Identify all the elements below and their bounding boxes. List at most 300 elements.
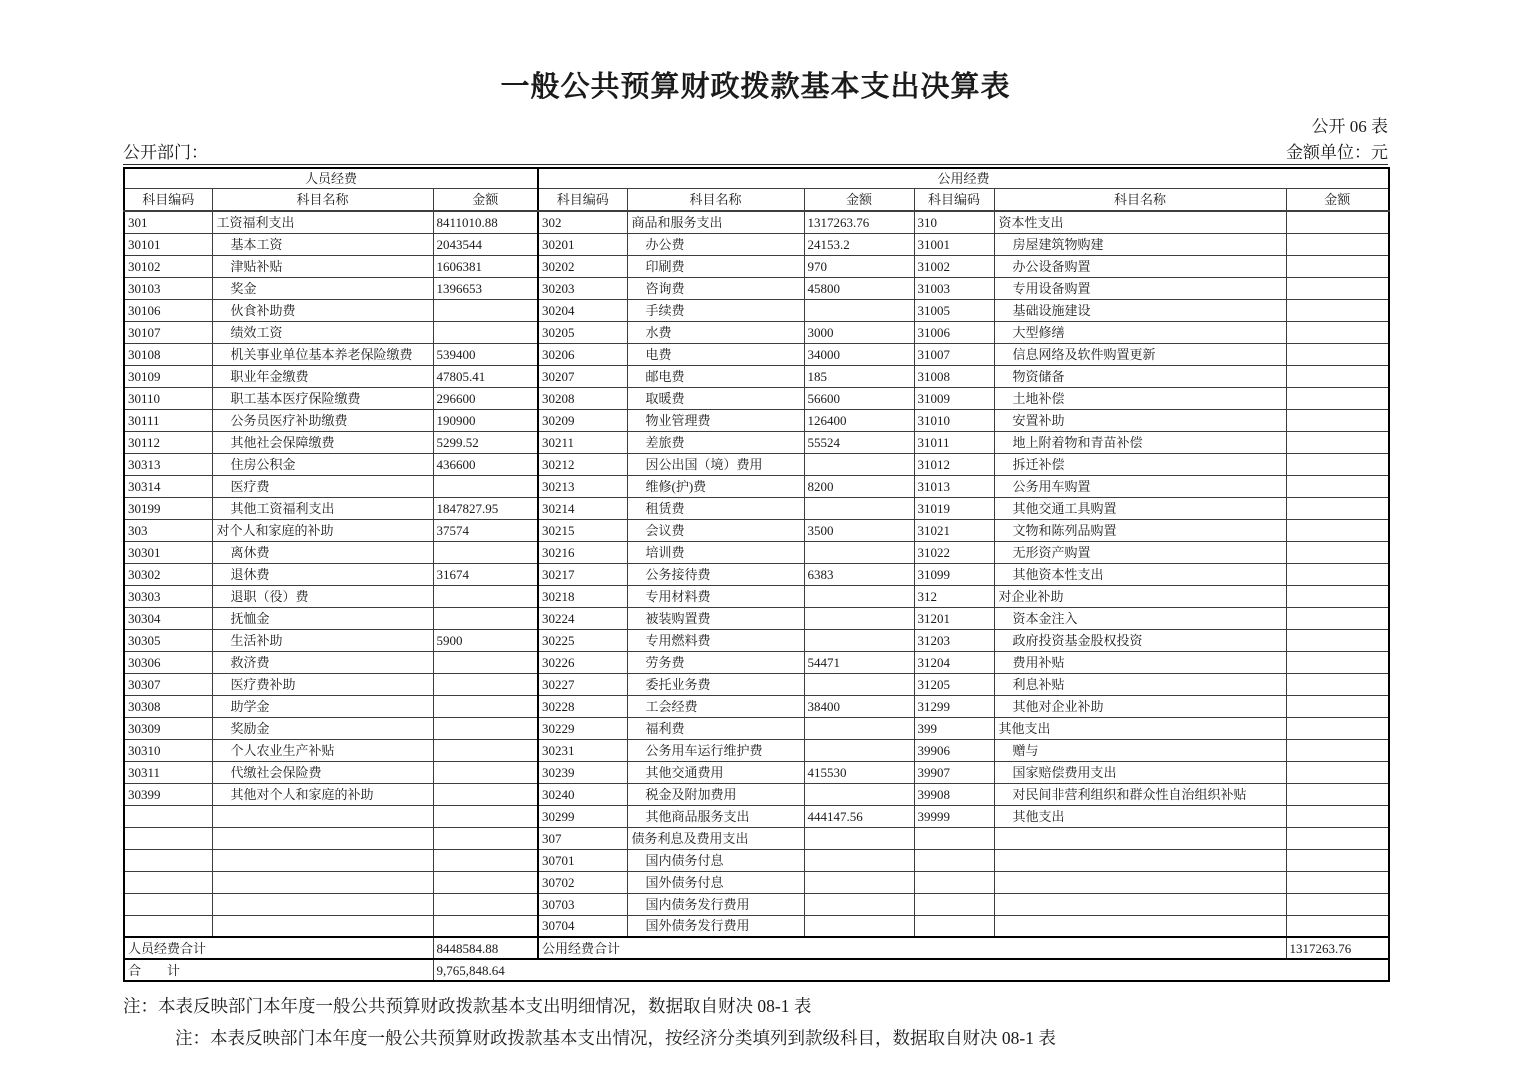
subject-code-cell: 30303 — [124, 585, 212, 607]
table-row — [124, 299, 1389, 321]
subject-code-cell: 30102 — [124, 255, 212, 277]
amount-cell — [1286, 475, 1389, 497]
subject-code-cell — [124, 915, 212, 937]
amount-cell: 1317263.76 — [804, 211, 914, 233]
personnel-total-amount: 8448584.88 — [433, 937, 538, 959]
amount-cell: 55524 — [804, 431, 914, 453]
page-title: 一般公共预算财政拨款基本支出决算表 — [500, 71, 1011, 103]
subject-code-cell: 30226 — [538, 651, 627, 673]
subject-code-cell: 31021 — [914, 519, 994, 541]
amount-cell — [1286, 211, 1389, 233]
amount-cell — [1286, 585, 1389, 607]
table-row — [124, 475, 1389, 497]
subject-code-cell: 39999 — [914, 805, 994, 827]
subject-code-cell: 30311 — [124, 761, 212, 783]
subject-name-cell: 信息网络及软件购置更新 — [994, 343, 1286, 365]
amount-cell: 54471 — [804, 651, 914, 673]
amount-cell — [1286, 497, 1389, 519]
amount-cell — [433, 805, 538, 827]
subject-code-cell: 31008 — [914, 365, 994, 387]
table-row — [124, 211, 1389, 233]
subject-code-cell: 303 — [124, 519, 212, 541]
subject-name-cell: 基本工资 — [212, 233, 433, 255]
subject-code-cell: 30214 — [538, 497, 627, 519]
amount-cell — [804, 915, 914, 937]
subject-name-cell: 其他资本性支出 — [994, 563, 1286, 585]
table-row — [124, 585, 1389, 607]
subject-name-cell: 医疗费 — [212, 475, 433, 497]
amount-cell: 45800 — [804, 277, 914, 299]
subject-code-cell — [124, 827, 212, 849]
amount-cell — [1286, 453, 1389, 475]
subject-name-cell: 个人农业生产补贴 — [212, 739, 433, 761]
table-row — [124, 651, 1389, 673]
amount-cell: 5900 — [433, 629, 538, 651]
subject-name-cell: 大型修缮 — [994, 321, 1286, 343]
subject-name-cell: 奖励金 — [212, 717, 433, 739]
subject-code-cell: 31299 — [914, 695, 994, 717]
note-line: 注：本表反映部门本年度一般公共预算财政拨款基本支出情况，按经济分类填列到款级科目，数据取自财决 08-1 表 — [175, 1028, 1056, 1048]
subject-name-cell: 资本性支出 — [994, 211, 1286, 233]
subject-code-cell — [914, 827, 994, 849]
subject-code-cell: 31205 — [914, 673, 994, 695]
table-row — [124, 673, 1389, 695]
subject-code-cell: 30228 — [538, 695, 627, 717]
subject-name-cell: 商品和服务支出 — [627, 211, 804, 233]
amount-cell — [1286, 651, 1389, 673]
subject-name-cell: 助学金 — [212, 695, 433, 717]
subject-name-cell: 土地补偿 — [994, 387, 1286, 409]
subject-code-cell: 30227 — [538, 673, 627, 695]
amount-cell — [433, 475, 538, 497]
subject-code-cell: 30240 — [538, 783, 627, 805]
amount-cell — [1286, 409, 1389, 431]
subject-name-cell: 专用设备购置 — [994, 277, 1286, 299]
subject-code-cell: 31005 — [914, 299, 994, 321]
subject-name-cell: 会议费 — [627, 519, 804, 541]
table-row — [124, 915, 1389, 937]
subject-code-cell: 30208 — [538, 387, 627, 409]
amount-cell: 415530 — [804, 761, 914, 783]
amount-cell — [433, 871, 538, 893]
subject-name-cell: 退休费 — [212, 563, 433, 585]
subject-code-cell: 310 — [914, 211, 994, 233]
subject-name-cell — [212, 915, 433, 937]
amount-cell — [804, 893, 914, 915]
subject-name-cell: 专用燃料费 — [627, 629, 804, 651]
sheet-number-label: 公开 06 表 — [1311, 117, 1388, 136]
amount-cell: 1606381 — [433, 255, 538, 277]
subject-code-cell: 31203 — [914, 629, 994, 651]
subject-name-cell: 租赁费 — [627, 497, 804, 519]
table-row — [124, 871, 1389, 893]
table-row — [124, 453, 1389, 475]
amount-cell: 31674 — [433, 563, 538, 585]
subject-code-cell: 30212 — [538, 453, 627, 475]
subject-code-cell: 30703 — [538, 893, 627, 915]
subject-code-cell: 30205 — [538, 321, 627, 343]
subject-name-cell: 公务用车购置 — [994, 475, 1286, 497]
subject-code-cell: 30399 — [124, 783, 212, 805]
grand-total-label: 合 计 — [124, 959, 433, 981]
table-row — [124, 783, 1389, 805]
subject-name-cell: 物资储备 — [994, 365, 1286, 387]
col-header-code: 科目编码 — [538, 188, 627, 211]
subject-name-cell: 税金及附加费用 — [627, 783, 804, 805]
amount-cell — [1286, 255, 1389, 277]
subject-code-cell: 30101 — [124, 233, 212, 255]
table-row — [124, 321, 1389, 343]
table-row — [124, 893, 1389, 915]
col-header-amount: 金额 — [433, 188, 538, 211]
amount-cell — [433, 849, 538, 871]
amount-cell — [804, 629, 914, 651]
subject-code-cell: 30110 — [124, 387, 212, 409]
amount-cell — [804, 783, 914, 805]
subject-code-cell: 30302 — [124, 563, 212, 585]
amount-cell — [1286, 915, 1389, 937]
subject-name-cell: 邮电费 — [627, 365, 804, 387]
table-row — [124, 343, 1389, 365]
subject-name-cell: 公务接待费 — [627, 563, 804, 585]
subject-code-cell — [914, 893, 994, 915]
subject-code-cell: 30204 — [538, 299, 627, 321]
subject-code-cell: 31009 — [914, 387, 994, 409]
table-row — [124, 409, 1389, 431]
amount-cell — [433, 585, 538, 607]
amount-cell — [1286, 299, 1389, 321]
subject-name-cell: 赠与 — [994, 739, 1286, 761]
amount-cell — [433, 783, 538, 805]
table-row — [124, 629, 1389, 651]
subject-code-cell — [914, 849, 994, 871]
subject-name-cell: 拆迁补偿 — [994, 453, 1286, 475]
subject-code-cell: 30215 — [538, 519, 627, 541]
subject-name-cell: 费用补贴 — [994, 651, 1286, 673]
amount-cell — [804, 673, 914, 695]
subject-name-cell — [212, 805, 433, 827]
subject-name-cell: 房屋建筑物购建 — [994, 233, 1286, 255]
amount-cell — [804, 871, 914, 893]
subject-name-cell: 对个人和家庭的补助 — [212, 519, 433, 541]
amount-cell: 1396653 — [433, 277, 538, 299]
meta-row — [123, 138, 1388, 165]
amount-cell: 47805.41 — [433, 365, 538, 387]
subject-name-cell: 基础设施建设 — [994, 299, 1286, 321]
subject-name-cell: 因公出国（境）费用 — [627, 453, 804, 475]
subject-code-cell: 39906 — [914, 739, 994, 761]
table-row — [124, 607, 1389, 629]
subject-code-cell: 30314 — [124, 475, 212, 497]
amount-cell — [1286, 343, 1389, 365]
amount-cell — [433, 673, 538, 695]
amount-cell — [804, 739, 914, 761]
group-header-public: 公用经费 — [538, 168, 1389, 188]
subject-code-cell — [914, 915, 994, 937]
subject-code-cell: 30310 — [124, 739, 212, 761]
subject-code-cell: 30217 — [538, 563, 627, 585]
subject-code-cell: 301 — [124, 211, 212, 233]
amount-cell — [1286, 607, 1389, 629]
subject-code-cell: 312 — [914, 585, 994, 607]
table-row — [124, 365, 1389, 387]
table-row — [124, 431, 1389, 453]
subject-name-cell: 办公费 — [627, 233, 804, 255]
table-row — [124, 387, 1389, 409]
subject-name-cell: 办公设备购置 — [994, 255, 1286, 277]
public-total-label: 公用经费合计 — [538, 937, 1286, 959]
amount-cell — [433, 541, 538, 563]
amount-cell: 3000 — [804, 321, 914, 343]
amount-cell — [1286, 783, 1389, 805]
note-line: 注：本表反映部门本年度一般公共预算财政拨款基本支出明细情况，数据取自财决 08-1 表 — [123, 996, 812, 1016]
subject-name-cell: 国外债务付息 — [627, 871, 804, 893]
column-header-row — [124, 188, 1389, 211]
subject-code-cell: 31019 — [914, 497, 994, 519]
subject-name-cell: 培训费 — [627, 541, 804, 563]
subject-name-cell: 退职（役）费 — [212, 585, 433, 607]
subject-code-cell: 302 — [538, 211, 627, 233]
amount-cell: 8200 — [804, 475, 914, 497]
subject-name-cell: 债务利息及费用支出 — [627, 827, 804, 849]
amount-cell: 539400 — [433, 343, 538, 365]
subject-name-cell: 职工基本医疗保险缴费 — [212, 387, 433, 409]
subtotal-row — [124, 937, 1389, 959]
department-label: 公开部门： — [123, 143, 208, 162]
subject-name-cell: 其他交通费用 — [627, 761, 804, 783]
unit-label: 金额单位：元 — [1286, 143, 1388, 162]
subject-name-cell: 其他支出 — [994, 717, 1286, 739]
subject-code-cell: 30209 — [538, 409, 627, 431]
subject-code-cell: 30201 — [538, 233, 627, 255]
amount-cell — [1286, 277, 1389, 299]
subject-name-cell: 工会经费 — [627, 695, 804, 717]
amount-cell — [433, 761, 538, 783]
subject-name-cell: 救济费 — [212, 651, 433, 673]
amount-cell: 5299.52 — [433, 431, 538, 453]
subject-name-cell: 电费 — [627, 343, 804, 365]
amount-cell — [804, 453, 914, 475]
subject-name-cell: 物业管理费 — [627, 409, 804, 431]
subject-name-cell: 手续费 — [627, 299, 804, 321]
subject-code-cell: 30207 — [538, 365, 627, 387]
amount-cell — [433, 695, 538, 717]
subject-code-cell: 30224 — [538, 607, 627, 629]
subject-name-cell: 其他社会保障缴费 — [212, 431, 433, 453]
subject-code-cell: 31010 — [914, 409, 994, 431]
subject-name-cell: 离休费 — [212, 541, 433, 563]
subject-name-cell: 咨询费 — [627, 277, 804, 299]
subject-code-cell: 399 — [914, 717, 994, 739]
amount-cell — [1286, 563, 1389, 585]
subject-code-cell: 30305 — [124, 629, 212, 651]
subject-name-cell: 专用材料费 — [627, 585, 804, 607]
amount-cell — [804, 717, 914, 739]
subject-code-cell: 30203 — [538, 277, 627, 299]
amount-cell — [433, 915, 538, 937]
table-row — [124, 277, 1389, 299]
subject-code-cell: 30109 — [124, 365, 212, 387]
subject-name-cell: 地上附着物和青苗补偿 — [994, 431, 1286, 453]
table-row — [124, 761, 1389, 783]
subject-name-cell — [212, 893, 433, 915]
subject-name-cell: 津贴补贴 — [212, 255, 433, 277]
subject-name-cell: 职业年金缴费 — [212, 365, 433, 387]
subject-code-cell: 30111 — [124, 409, 212, 431]
subject-name-cell: 国内债务发行费用 — [627, 893, 804, 915]
amount-cell — [1286, 761, 1389, 783]
amount-cell — [1286, 387, 1389, 409]
amount-cell — [1286, 233, 1389, 255]
amount-cell: 3500 — [804, 519, 914, 541]
amount-cell — [433, 299, 538, 321]
amount-cell: 190900 — [433, 409, 538, 431]
subject-code-cell: 31012 — [914, 453, 994, 475]
subject-code-cell: 307 — [538, 827, 627, 849]
subject-code-cell: 30206 — [538, 343, 627, 365]
table-row — [124, 497, 1389, 519]
subject-code-cell: 30306 — [124, 651, 212, 673]
subject-name-cell: 其他交通工具购置 — [994, 497, 1286, 519]
subject-code-cell: 30213 — [538, 475, 627, 497]
col-header-name: 科目名称 — [212, 188, 433, 211]
subject-name-cell — [212, 849, 433, 871]
subject-name-cell — [994, 871, 1286, 893]
subject-code-cell: 30103 — [124, 277, 212, 299]
amount-cell: 37574 — [433, 519, 538, 541]
amount-cell — [1286, 827, 1389, 849]
amount-cell: 8411010.88 — [433, 211, 538, 233]
subject-code-cell — [124, 805, 212, 827]
subject-code-cell: 39907 — [914, 761, 994, 783]
subject-code-cell: 30107 — [124, 321, 212, 343]
amount-cell: 24153.2 — [804, 233, 914, 255]
col-header-amount: 金额 — [804, 188, 914, 211]
amount-cell: 6383 — [804, 563, 914, 585]
subject-name-cell: 国内债务付息 — [627, 849, 804, 871]
table-row — [124, 255, 1389, 277]
amount-cell — [1286, 629, 1389, 651]
subject-code-cell: 30299 — [538, 805, 627, 827]
subject-code-cell: 30309 — [124, 717, 212, 739]
amount-cell — [1286, 519, 1389, 541]
table-row — [124, 233, 1389, 255]
subject-code-cell: 39908 — [914, 783, 994, 805]
subject-name-cell: 绩效工资 — [212, 321, 433, 343]
amount-cell: 1847827.95 — [433, 497, 538, 519]
subject-name-cell: 水费 — [627, 321, 804, 343]
subject-code-cell: 31201 — [914, 607, 994, 629]
subject-name-cell: 其他对个人和家庭的补助 — [212, 783, 433, 805]
amount-cell: 436600 — [433, 453, 538, 475]
subject-code-cell: 30199 — [124, 497, 212, 519]
subject-code-cell — [124, 849, 212, 871]
amount-cell — [1286, 321, 1389, 343]
amount-cell: 2043544 — [433, 233, 538, 255]
table-row — [124, 563, 1389, 585]
fiscal-table — [123, 167, 1390, 982]
subject-name-cell: 取暖费 — [627, 387, 804, 409]
amount-cell: 444147.56 — [804, 805, 914, 827]
amount-cell — [1286, 365, 1389, 387]
amount-cell: 34000 — [804, 343, 914, 365]
subject-name-cell: 劳务费 — [627, 651, 804, 673]
subject-name-cell: 文物和陈列品购置 — [994, 519, 1286, 541]
subject-code-cell: 30229 — [538, 717, 627, 739]
subject-name-cell: 生活补助 — [212, 629, 433, 651]
amount-cell — [804, 827, 914, 849]
amount-cell — [1286, 431, 1389, 453]
col-header-name: 科目名称 — [627, 188, 804, 211]
subject-name-cell: 差旅费 — [627, 431, 804, 453]
amount-cell — [433, 607, 538, 629]
subject-name-cell: 住房公积金 — [212, 453, 433, 475]
amount-cell — [433, 739, 538, 761]
subject-name-cell — [212, 827, 433, 849]
amount-cell — [1286, 717, 1389, 739]
subject-code-cell: 31001 — [914, 233, 994, 255]
subject-name-cell: 奖金 — [212, 277, 433, 299]
amount-cell: 970 — [804, 255, 914, 277]
subject-code-cell: 30211 — [538, 431, 627, 453]
subject-code-cell: 31011 — [914, 431, 994, 453]
amount-cell — [1286, 871, 1389, 893]
amount-cell: 126400 — [804, 409, 914, 431]
subject-name-cell: 抚恤金 — [212, 607, 433, 629]
subject-code-cell: 30225 — [538, 629, 627, 651]
subject-name-cell — [994, 915, 1286, 937]
subject-code-cell: 30304 — [124, 607, 212, 629]
col-header-name: 科目名称 — [994, 188, 1286, 211]
subject-name-cell: 国外债务发行费用 — [627, 915, 804, 937]
subject-code-cell: 31003 — [914, 277, 994, 299]
subject-name-cell: 工资福利支出 — [212, 211, 433, 233]
amount-cell — [433, 827, 538, 849]
amount-cell: 296600 — [433, 387, 538, 409]
public-total-amount: 1317263.76 — [1286, 937, 1389, 959]
subject-code-cell — [914, 871, 994, 893]
amount-cell — [1286, 673, 1389, 695]
amount-cell — [804, 497, 914, 519]
amount-cell: 56600 — [804, 387, 914, 409]
amount-cell — [433, 717, 538, 739]
amount-cell — [804, 541, 914, 563]
subject-code-cell: 31013 — [914, 475, 994, 497]
subject-name-cell: 伙食补助费 — [212, 299, 433, 321]
subject-code-cell: 30704 — [538, 915, 627, 937]
subject-name-cell: 其他商品服务支出 — [627, 805, 804, 827]
table-row — [124, 695, 1389, 717]
subject-code-cell: 31007 — [914, 343, 994, 365]
subject-name-cell: 其他支出 — [994, 805, 1286, 827]
subject-name-cell — [994, 893, 1286, 915]
subject-code-cell: 31002 — [914, 255, 994, 277]
amount-cell — [433, 651, 538, 673]
group-header-personnel: 人员经费 — [124, 168, 538, 188]
subject-name-cell: 无形资产购置 — [994, 541, 1286, 563]
amount-cell — [1286, 695, 1389, 717]
subject-name-cell: 利息补贴 — [994, 673, 1286, 695]
subject-name-cell: 维修(护)费 — [627, 475, 804, 497]
subject-code-cell: 30106 — [124, 299, 212, 321]
col-header-code: 科目编码 — [914, 188, 994, 211]
table-row — [124, 519, 1389, 541]
table-row — [124, 717, 1389, 739]
subject-code-cell: 30307 — [124, 673, 212, 695]
subject-code-cell: 30701 — [538, 849, 627, 871]
subject-name-cell: 印刷费 — [627, 255, 804, 277]
table-row — [124, 805, 1389, 827]
